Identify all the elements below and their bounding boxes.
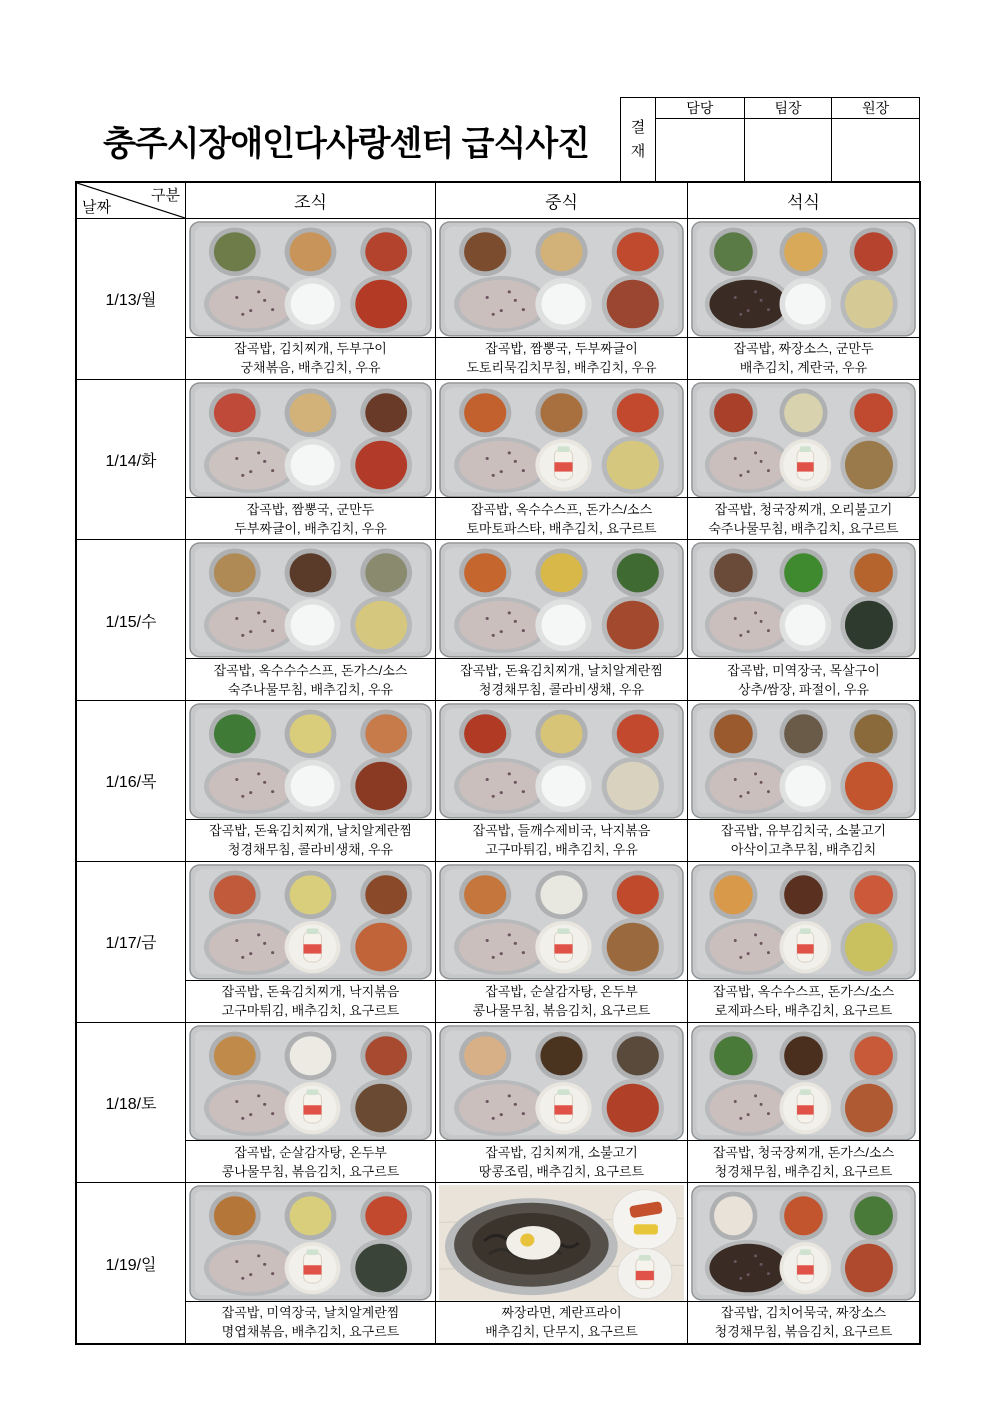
meal-tray-photo	[691, 864, 916, 980]
meal-tray-photo	[189, 382, 432, 498]
meal-caption-line-1: 잡곡밥, 미역장국, 목살구이	[727, 662, 880, 678]
meal-caption-line-1: 잡곡밥, 옥수수스프, 돈가스/소스	[712, 984, 895, 1000]
meal-caption-line-1: 잡곡밥, 들깨수제비국, 낙지볶음	[472, 823, 651, 839]
meal-caption-line-2: 고구마튀김, 배추김치, 우유	[485, 842, 638, 858]
meal-caption-line-2: 토마토파스타, 배추김치, 요구르트	[466, 520, 657, 536]
meal-caption-line-2: 청경채무침, 콜라비생채, 우유	[478, 681, 645, 697]
meal-tray-photo	[189, 1185, 432, 1301]
meal-caption	[186, 1301, 435, 1343]
meal-caption-line-1: 잡곡밥, 옥수수스프, 돈가스/소스	[470, 501, 653, 517]
meal-cell	[435, 218, 687, 379]
meal-caption-line-2: 콩나물무침, 볶음김치, 요구르트	[472, 1003, 651, 1019]
meal-caption	[436, 497, 687, 539]
meal-tray-photo	[189, 864, 432, 980]
meal-caption	[436, 1301, 687, 1343]
approval-stamp-label	[621, 98, 656, 182]
date-cell: 1/17/금	[77, 861, 185, 1022]
approval-column-header-timjang: 팀장	[744, 98, 832, 119]
meal-tray-photo	[439, 1025, 684, 1141]
meal-caption	[186, 497, 435, 539]
approval-column-header-wonjang: 원장	[831, 98, 919, 119]
meal-caption-line-2: 청경채무침, 배추김치, 요구르트	[714, 1163, 893, 1179]
meal-caption	[436, 980, 687, 1022]
meal-tray-photo	[691, 382, 916, 498]
meal-caption-line-1: 잡곡밥, 돈육김치찌개, 낙지볶음	[221, 984, 400, 1000]
meal-caption-line-2: 로제파스타, 배추김치, 요구르트	[714, 1003, 893, 1019]
corner-label-date: 날짜	[82, 199, 111, 216]
meal-caption-line-1: 잡곡밥, 짬뽕국, 군만두	[246, 501, 375, 517]
meal-caption-line-1: 잡곡밥, 김치찌개, 두부구이	[234, 341, 387, 357]
meal-cell	[435, 1022, 687, 1183]
meal-tray-photo	[439, 703, 684, 819]
date-cell: 1/13/월	[77, 218, 185, 379]
meal-caption-line-1: 잡곡밥, 돈육김치찌개, 날치알계란찜	[460, 662, 663, 678]
meal-cell	[687, 1022, 919, 1183]
corner-label-category: 구분	[151, 187, 180, 204]
meal-tray-photo	[189, 542, 432, 658]
meal-caption-line-1: 잡곡밥, 짬뽕국, 두부짜글이	[485, 341, 638, 357]
meal-tray-photo	[439, 382, 684, 498]
meal-caption-line-1: 잡곡밥, 김치어묵국, 짜장소스	[720, 1305, 887, 1321]
meal-cell	[185, 379, 435, 540]
meal-tray-photo	[439, 542, 684, 658]
meal-tray-photo	[439, 221, 684, 337]
meal-caption	[436, 1140, 687, 1182]
meal-cell	[435, 379, 687, 540]
meal-caption-line-2: 배추김치, 단무지, 요구르트	[485, 1324, 638, 1340]
meal-caption-line-2: 명엽채볶음, 배추김치, 요구르트	[221, 1324, 400, 1340]
meal-caption	[186, 980, 435, 1022]
meal-caption-line-2: 땅콩조림, 배추김치, 요구르트	[478, 1163, 645, 1179]
meal-tray-photo	[189, 703, 432, 819]
meal-caption-line-2: 콩나물무침, 볶음김치, 요구르트	[221, 1163, 400, 1179]
meal-caption	[688, 497, 919, 539]
meal-tray-photo	[189, 221, 432, 337]
meal-caption-line-2: 고구마튀김, 배추김치, 요구르트	[221, 1003, 400, 1019]
date-cell: 1/16/목	[77, 700, 185, 861]
meal-tray-photo	[189, 1025, 432, 1141]
approval-sign-cell	[744, 119, 832, 182]
meal-caption-line-1: 짜장라면, 계란프라이	[501, 1305, 622, 1321]
meal-cell	[687, 700, 919, 861]
approval-stamp-char-2: 재	[630, 143, 646, 160]
corner-cell	[77, 183, 185, 218]
meal-caption	[186, 337, 435, 379]
meal-caption-line-1: 잡곡밥, 순살감자탕, 온두부	[485, 984, 638, 1000]
meal-cell	[687, 861, 919, 1022]
meal-schedule-table	[75, 181, 921, 1345]
meal-tray-photo	[691, 542, 916, 658]
meal-tray-photo	[691, 221, 916, 337]
meal-caption-line-1: 잡곡밥, 청국장찌개, 돈가스/소스	[712, 1144, 895, 1160]
meal-caption-line-2: 숙주나물무침, 배추김치, 요구르트	[708, 520, 899, 536]
approval-table	[620, 97, 920, 183]
meal-caption	[688, 658, 919, 700]
meal-caption	[688, 819, 919, 861]
meal-caption-line-2: 상추/쌈장, 파절이, 우유	[737, 681, 870, 697]
page-title: 충주시장애인다사랑센터 급식사진	[102, 125, 590, 163]
approval-sign-cell	[656, 119, 744, 182]
meal-tray-photo	[691, 1185, 916, 1301]
meal-caption-line-2: 아삭이고추무침, 배추김치	[730, 842, 877, 858]
meal-caption-line-1: 잡곡밥, 청국장찌개, 오리불고기	[714, 501, 893, 517]
meal-cell	[435, 1182, 687, 1343]
approval-sign-cell	[831, 119, 919, 182]
meal-tray-photo	[691, 703, 916, 819]
meal-caption	[186, 1140, 435, 1182]
date-cell: 1/18/토	[77, 1022, 185, 1183]
meal-caption-line-2: 도토리묵김치무침, 배추김치, 우유	[466, 360, 657, 376]
meal-caption-line-2: 청경채무침, 콜라비생채, 우유	[227, 842, 394, 858]
meal-caption	[688, 980, 919, 1022]
meal-cell	[185, 861, 435, 1022]
meal-cell	[687, 379, 919, 540]
meal-cell	[185, 1022, 435, 1183]
meal-cell	[435, 700, 687, 861]
meal-caption-line-1: 잡곡밥, 짜장소스, 군만두	[733, 341, 874, 357]
meal-caption-line-2: 두부짜글이, 배추김치, 우유	[234, 520, 387, 536]
meal-tray-photo	[439, 1185, 684, 1301]
meal-cell	[687, 539, 919, 700]
meal-caption-line-2: 궁채볶음, 배추김치, 우유	[240, 360, 381, 376]
meal-cell	[185, 539, 435, 700]
meal-cell	[687, 218, 919, 379]
approval-grid	[656, 98, 919, 182]
meal-caption	[186, 819, 435, 861]
meal-caption	[436, 819, 687, 861]
approval-stamp-char-1: 결	[630, 119, 646, 136]
meal-caption	[688, 1301, 919, 1343]
meal-caption-line-1: 잡곡밥, 김치찌개, 소불고기	[485, 1144, 638, 1160]
date-cell: 1/15/수	[77, 539, 185, 700]
meal-caption	[436, 658, 687, 700]
meal-caption-line-2: 숙주나물무침, 배추김치, 우유	[227, 681, 394, 697]
meal-caption	[186, 658, 435, 700]
meal-cell	[185, 700, 435, 861]
meal-cell	[435, 539, 687, 700]
meal-caption-line-2: 청경채무침, 볶음김치, 요구르트	[714, 1324, 893, 1340]
meal-caption-line-2: 배추김치, 계란국, 우유	[739, 360, 868, 376]
meal-cell	[435, 861, 687, 1022]
date-cell: 1/19/일	[77, 1182, 185, 1343]
meal-cell	[185, 218, 435, 379]
meal-caption	[688, 1140, 919, 1182]
meal-caption-line-1: 잡곡밥, 유부김치국, 소불고기	[720, 823, 887, 839]
column-header-lunch: 중식	[435, 183, 687, 218]
meal-caption-line-1: 잡곡밥, 미역장국, 날치알계란찜	[221, 1305, 400, 1321]
date-cell: 1/14/화	[77, 379, 185, 540]
meal-caption	[436, 337, 687, 379]
meal-cell	[185, 1182, 435, 1343]
meal-tray-photo	[439, 864, 684, 980]
column-header-breakfast: 조식	[185, 183, 435, 218]
approval-column-header-damdang: 담당	[656, 98, 744, 119]
meal-caption-line-1: 잡곡밥, 돈육김치찌개, 날치알계란찜	[209, 823, 412, 839]
meal-cell	[687, 1182, 919, 1343]
meal-tray-photo	[691, 1025, 916, 1141]
column-header-dinner: 석식	[687, 183, 919, 218]
meal-caption	[688, 337, 919, 379]
meal-caption-line-1: 잡곡밥, 옥수수수스프, 돈가스/소스	[213, 662, 408, 678]
meal-caption-line-1: 잡곡밥, 순살감자탕, 온두부	[234, 1144, 387, 1160]
